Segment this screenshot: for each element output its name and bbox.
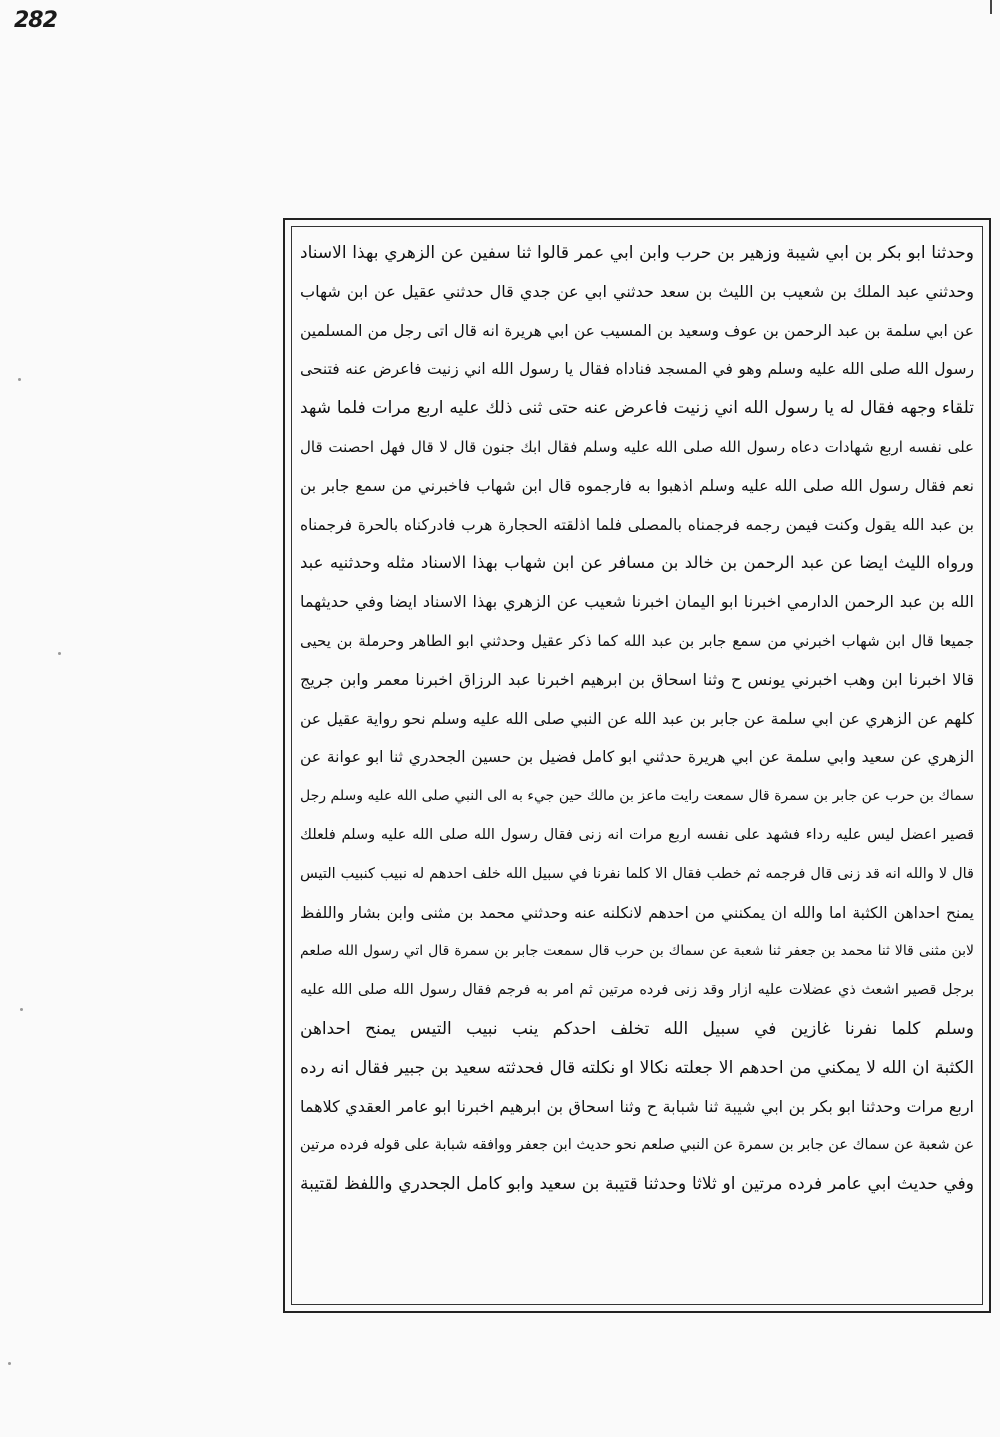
text-line: اربع مرات وحدثنا ابو بكر بن ابي شيبة ثنا شبابة ح وثنا اسحاق بن ابرهيم اخبرنا ابو عامر العقدي كلاهما bbox=[300, 1096, 974, 1116]
ink-speck bbox=[18, 378, 21, 381]
text-line: قال لا والله انه قد زنى قال فرجمه ثم خطب فقال الا كلما نفرنا في سبيل الله خلف احدهم له نبيب كنبيب التيس bbox=[300, 865, 974, 882]
text-line: وحدثنا ابو بكر بن ابي شيبة وزهير بن حرب وابن ابي عمر قالوا ثنا سفين عن الزهري بهذا الاسناد bbox=[300, 243, 974, 263]
text-line: الزهري عن سعيد وابي سلمة عن ابي هريرة حدثني ابو كامل فضيل بن حسين الجحدري ثنا ابو عوانة عن bbox=[300, 748, 974, 767]
ink-speck bbox=[58, 652, 61, 655]
page-number: 282 bbox=[14, 8, 57, 33]
text-line: رسول الله صلى الله عليه وسلم وهو في المسجد فناداه فقال يا رسول الله اني زنيت فاعرض عنه فتنحى bbox=[300, 360, 974, 379]
text-line: جميعا قال ابن شهاب اخبرني من سمع جابر بن عبد الله كما ذكر عقيل وحدثني ابو الطاهر وحرملة بن يحيى bbox=[300, 631, 974, 650]
text-line: على نفسه اربع شهادات دعاه رسول الله صلى الله عليه وسلم فقال ابك جنون قال لا قال فهل احصنت قال bbox=[300, 437, 974, 456]
text-line: قالا اخبرنا ابن وهب اخبرني يونس ح وثنا اسحاق بن ابرهيم اخبرنا عبد الرزاق اخبرنا معمر وابن جريج bbox=[300, 669, 974, 689]
text-line: لابن مثنى قالا ثنا محمد بن جعفر ثنا شعبة عن سماك بن حرب قال سمعت جابر بن سمرة قال اتي رسول الله صلعم bbox=[300, 943, 974, 960]
ink-speck bbox=[20, 1008, 23, 1011]
text-line: برجل قصير اشعث ذي عضلات عليه ازار وقد زنى فرده مرتين ثم امر به فرجم فقال رسول الله صلى الله عليه bbox=[300, 982, 974, 999]
text-line: قصير اعضل ليس عليه رداء فشهد على نفسه اربع مرات انه زنى فقال رسول الله صلى الله عليه وسلم فلعلك bbox=[300, 826, 974, 843]
text-line: تلقاء وجهه فقال له يا رسول الله اني زنيت فاعرض عنه حتى ثنى ذلك عليه اربع مرات فلما شهد bbox=[300, 398, 974, 419]
text-line: وفي حديث ابي عامر فرده مرتين او ثلاثا وحدثنا قتيبة بن سعيد وابو كامل الجحدري واللفظ لقتيبة bbox=[300, 1174, 974, 1195]
text-line: بن عبد الله يقول وكنت فيمن رجمه فرجمناه بالمصلى فلما اذلقته الحجارة هرب فادركناه بالحرة فرجمناه bbox=[300, 515, 974, 534]
text-line: ورواه الليث ايضا عن عبد الرحمن بن خالد بن مسافر عن ابن شهاب بهذا الاسناد مثله وحدثنيه عبد bbox=[300, 553, 974, 573]
manuscript-text-block bbox=[296, 234, 978, 1300]
text-line: نعم فقال رسول الله صلى الله عليه وسلم اذهبوا به فارجموه قال ابن شهاب فاخبرني من سمع جابر بن bbox=[300, 476, 974, 495]
text-line: يمنح احداهن الكثبة اما والله ان يمكنني من احدهم لانكلنه عنه وحدثني محمد بن مثنى وابن بشار واللفظ bbox=[300, 903, 974, 922]
ink-speck bbox=[8, 1362, 11, 1365]
text-line: الله بن عبد الرحمن الدارمي اخبرنا ابو اليمان اخبرنا شعيب عن الزهري بهذا الاسناد ايضا وفي حديثهما bbox=[300, 592, 974, 612]
text-line: الكثبة ان الله لا يمكني من احدهم الا جعلته نكالا او نكلته قال فحدثته سعيد بن جبير فقال انه رده bbox=[300, 1057, 974, 1078]
text-line: عن شعبة عن سماك عن جابر بن سمرة عن النبي صلعم نحو حديث ابن جعفر ووافقه شبابة على قوله فرده مرتين bbox=[299, 1137, 974, 1154]
text-line: عن ابي سلمة بن عبد الرحمن بن عوف وسعيد بن المسيب عن ابي هريرة انه قال اتى رجل من المسلمين bbox=[300, 321, 974, 340]
text-line: وحدثني عبد الملك بن شعيب بن الليث بن سعد حدثني ابي عن جدي قال حدثني عقيل عن ابن شهاب bbox=[300, 281, 974, 301]
text-line: وسلم كلما نفرنا غازين في سبيل الله تخلف احدكم ينب نبيب التيس يمنح احداهن bbox=[300, 1018, 974, 1039]
text-line: سماك بن حرب عن جابر بن سمرة قال سمعت رايت ماعز بن مالك حين جيء به الى النبي صلى الله عليه وسلم رجل bbox=[300, 788, 974, 805]
text-line: كلهم عن الزهري عن ابي سلمة عن جابر بن عبد الله عن النبي صلى الله عليه وسلم نحو رواية عقيل عن bbox=[300, 709, 974, 728]
edge-mark bbox=[990, 0, 992, 14]
